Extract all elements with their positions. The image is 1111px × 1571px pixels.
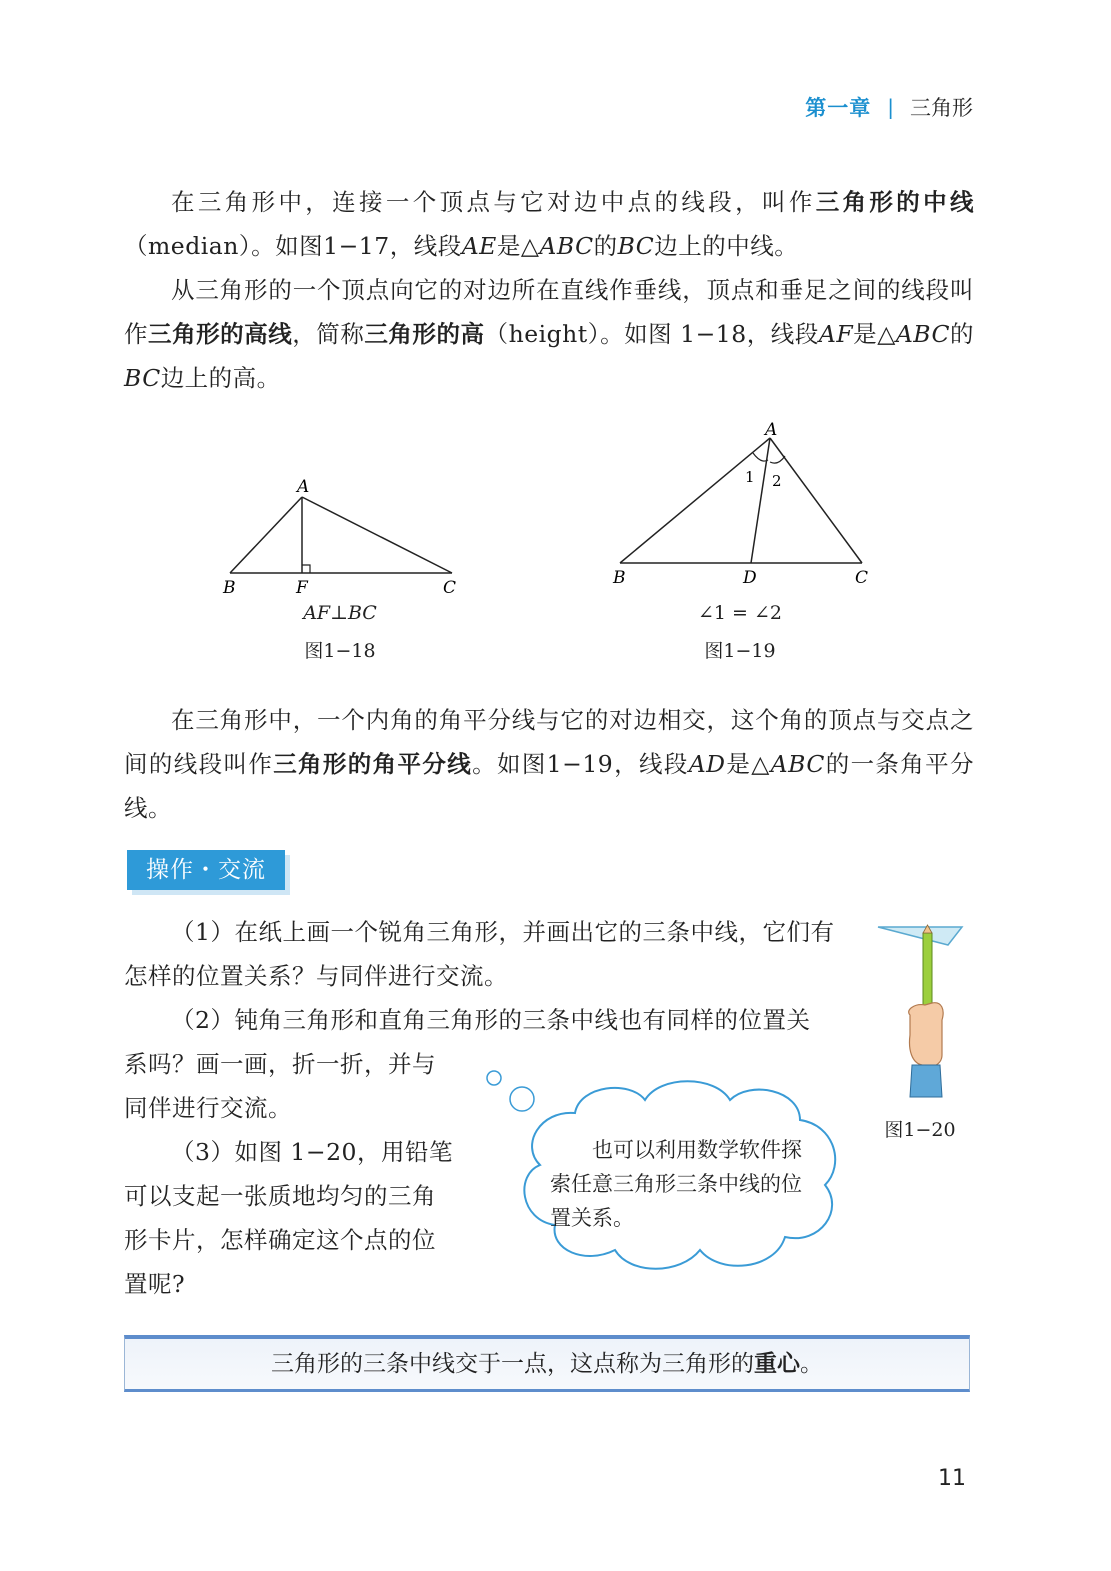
activity-item-3c: 形卡片，怎样确定这个点的位 [124,1226,436,1254]
label-c: C [855,568,869,588]
height-definition: 从三角形的一个顶点向它的对边所在直线作垂线，顶点和垂足之间的线段叫作三角形的高线，简称三角形的高（height）。如图 1−18，线段AF是△ABC的BC边上的高。 [124,276,975,392]
activity-item-1-block [124,910,839,1042]
right-angle-mark [302,565,310,573]
activity-item-3b: 可以支起一张质地均匀的三角 [124,1182,436,1210]
median-definition: 在三角形中，连接一个顶点与它对边中点的线段，叫作三角形的中线（median）。如图1−17，线段AE是△ABC的BC边上的中线。 [124,188,975,260]
label-a: A [765,420,778,440]
running-header [805,92,973,122]
chapter-title: 三角形 [910,96,973,120]
label-a: A [297,477,310,497]
bisector-ad [751,438,770,563]
label-f: F [296,578,308,598]
label-angle-2: 2 [772,472,782,490]
activity-item-2a: （2）钝角三角形和直角三角形的三条中线也有同样的位置关 [171,1006,811,1034]
conclusion-text: 三角形的三条中线交于一点，这点称为三角形的 [271,1351,754,1377]
header-separator: | [887,95,894,119]
angle-arc-1 [753,453,768,461]
fig18-condition: AF⊥BC [303,602,377,624]
term-height: 三角形的高 [364,320,485,348]
activity-item-3d: 置呢? [124,1270,186,1298]
term-median: 三角形的中线 [815,188,975,216]
term-centroid: 重心 [754,1351,800,1377]
fig19-condition: ∠1 = ∠2 [697,602,782,624]
angle-arc-2 [770,456,785,463]
term-angle-bisector: 三角形的角平分线 [273,750,473,778]
side-ac [302,497,452,573]
bubble-text: 也可以利用数学软件探索任意三角形三条中线的位置关系。 [550,1138,802,1230]
activity-item-3a: （3）如图 1−20，用铅笔 [171,1138,453,1166]
definitions-block [124,180,974,400]
side-ab [620,438,770,563]
fig20-caption: 图1−20 [884,1119,956,1141]
figure-1-19 [605,420,880,595]
bisector-definition-block [124,698,974,830]
figure-1-18 [215,475,475,605]
hand-shape [909,1003,943,1067]
term-height-line: 三角形的高线 [148,320,293,348]
activity-item-2c: 同伴进行交流。 [124,1094,292,1122]
label-b: B [613,568,626,588]
activity-item-1: （1）在纸上画一个锐角三角形，并画出它的三条中线，它们有怎样的位置关系？与同伴进行交流。 [124,918,835,990]
triangle-card [878,927,962,945]
bisector-definition: 在三角形中，一个内角的角平分线与它的对边相交，这个角的顶点与交点之间的线段叫作三角形的角平分线。如图1−19，线段AD是△ABC的一条角平分线。 [124,706,975,822]
label-d: D [743,568,757,588]
bubble-dot-small [487,1071,501,1085]
label-angle-1: 1 [745,468,755,486]
label-c: C [443,578,457,598]
side-ab [230,497,302,573]
chapter-label: 第一章 [805,96,872,120]
fig18-caption: 图1−18 [304,640,376,662]
section-tag-activity: 操作・交流 [127,850,285,890]
fig19-caption: 图1−19 [704,640,776,662]
bubble-dot-medium [510,1087,534,1111]
activity-item-2-3-block [124,1042,464,1306]
conclusion-box: 三角形的三条中线交于一点，这点称为三角形的重心。 [124,1335,970,1392]
activity-item-2b: 系吗？画一画，折一折，并与 [124,1050,436,1078]
page-number: 11 [938,1466,966,1491]
sleeve [910,1065,942,1097]
label-b: B [223,578,236,598]
figure-1-20 [870,915,970,1105]
